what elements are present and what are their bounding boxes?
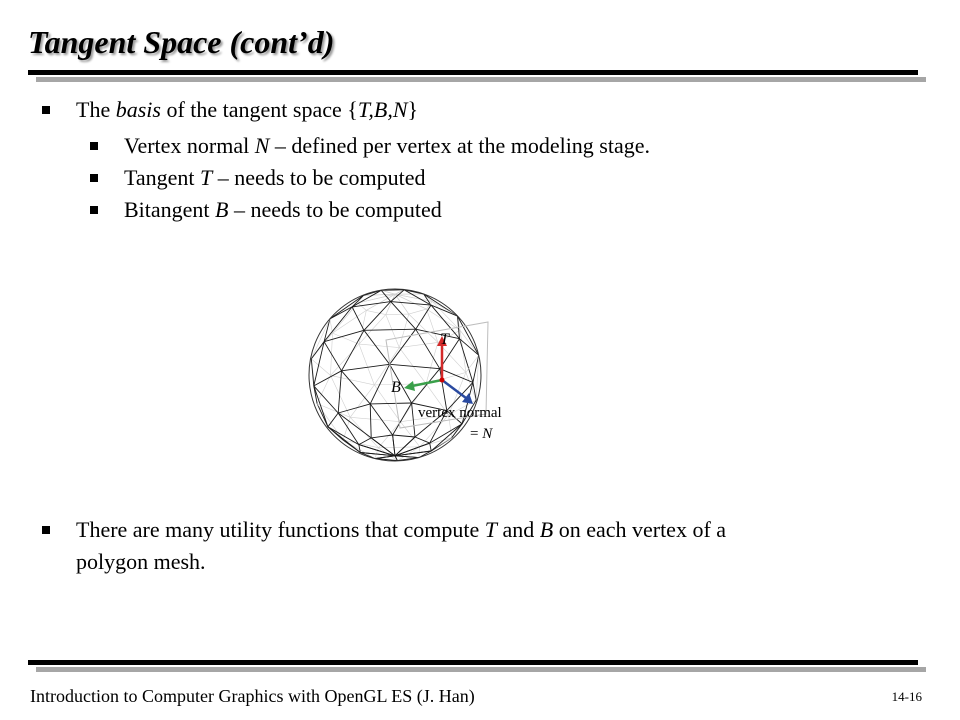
text: polygon mesh.	[76, 549, 206, 574]
bullet-marker	[42, 526, 50, 534]
mesh-edge	[359, 344, 399, 348]
text-italic: B	[539, 517, 554, 542]
bullet-marker	[90, 174, 98, 182]
slide-title: Tangent Space (cont’d)	[28, 24, 335, 60]
mesh-edge	[342, 364, 390, 371]
mesh-edge	[359, 344, 374, 385]
footer-rule-shadow	[36, 667, 926, 672]
bullet-marker	[90, 142, 98, 150]
mesh-edge	[431, 424, 462, 451]
bullet-basis	[76, 94, 418, 126]
text: of the tangent space {	[160, 97, 358, 122]
label-t: T	[440, 331, 449, 348]
text: – needs to be computed	[212, 165, 426, 190]
bullet-vertex-normal	[124, 130, 650, 162]
mesh-edge	[430, 443, 432, 451]
text: =	[470, 426, 483, 442]
mesh-edge	[366, 310, 386, 314]
text: There are many utility functions that compute	[76, 517, 485, 542]
mesh-edge	[386, 314, 409, 315]
text: Bitangent	[124, 197, 216, 222]
mesh-edge	[330, 319, 333, 333]
text: – needs to be computed	[228, 197, 442, 222]
mesh-edge	[409, 314, 438, 342]
mesh-edge	[381, 290, 391, 301]
mesh-edge	[370, 403, 411, 404]
mesh-edge	[395, 456, 419, 458]
bullet-utility-functions	[76, 514, 726, 578]
mesh-edge	[460, 339, 473, 383]
mesh-edge	[314, 386, 328, 427]
footer-rule	[28, 660, 918, 665]
mesh-edge	[333, 303, 358, 333]
bullet-tangent	[124, 162, 426, 194]
mesh-edge	[432, 301, 457, 316]
page-number: 14-16	[891, 689, 922, 704]
mesh-edge	[370, 404, 371, 438]
mesh-edge	[399, 314, 409, 348]
text: The	[76, 97, 116, 122]
text-italic: basis	[115, 97, 161, 122]
mesh-edge	[338, 413, 371, 438]
mesh-edge	[395, 437, 415, 456]
mesh-edge	[350, 417, 400, 421]
text-italic: T	[200, 165, 213, 190]
vertex-dot	[440, 378, 445, 383]
text: and	[496, 517, 540, 542]
mesh-edge	[314, 386, 338, 413]
mesh-edge	[390, 329, 416, 364]
footer-course-title: Introduction to Computer Graphics with OpenGL ES (J. Han)	[30, 686, 475, 706]
mesh-edge	[386, 315, 400, 348]
mesh-edge	[427, 309, 438, 342]
text: Vertex normal	[124, 133, 255, 158]
mesh-edge	[371, 435, 392, 438]
bullet-marker	[90, 206, 98, 214]
label-b: B	[391, 379, 401, 396]
text-italic: T,B,N	[357, 97, 408, 122]
mesh-edge	[393, 403, 412, 435]
mesh-edge	[393, 435, 395, 456]
mesh-edge	[328, 413, 338, 427]
mesh-edge	[370, 364, 389, 404]
mesh-edge	[358, 303, 367, 310]
mesh-edge	[328, 427, 359, 445]
mesh-edge	[364, 329, 416, 330]
title-rule	[28, 70, 918, 75]
text: on each vertex of a	[553, 517, 727, 542]
bullet-marker	[42, 106, 50, 114]
mesh-edge	[311, 359, 314, 386]
mesh-edge	[378, 422, 400, 448]
sphere-mesh	[309, 289, 481, 461]
text: Tangent	[124, 165, 201, 190]
mesh-edge	[359, 438, 371, 445]
mesh-edge	[440, 369, 473, 383]
label-equals-n	[470, 426, 493, 442]
mesh-edge	[311, 319, 330, 359]
mesh-edge	[317, 375, 330, 403]
title-rule-shadow	[36, 77, 926, 82]
mesh-edge	[364, 302, 391, 331]
mesh-edge	[416, 305, 431, 329]
mesh-edge	[342, 371, 371, 404]
mesh-edge	[395, 294, 427, 309]
mesh-edge	[364, 330, 390, 364]
normal-arrow	[442, 380, 466, 398]
text-italic: B	[215, 197, 229, 222]
sphere-tangent-figure	[300, 278, 560, 478]
label-vertex-normal: vertex normal	[418, 405, 502, 421]
mesh-edge	[409, 309, 427, 314]
text: – defined per vertex at the modeling stage.	[269, 133, 651, 158]
text-italic: T	[484, 517, 497, 542]
mesh-edge	[342, 330, 365, 371]
normal-arrowhead	[462, 393, 473, 404]
mesh-edge	[311, 359, 330, 376]
bullet-bitangent	[124, 194, 442, 226]
text: }	[407, 97, 419, 122]
text-italic: N	[482, 426, 493, 442]
bitangent-arrowhead	[404, 381, 415, 391]
text-italic: N	[254, 133, 270, 158]
mesh-edge	[324, 342, 341, 371]
mesh-edge	[473, 382, 476, 400]
